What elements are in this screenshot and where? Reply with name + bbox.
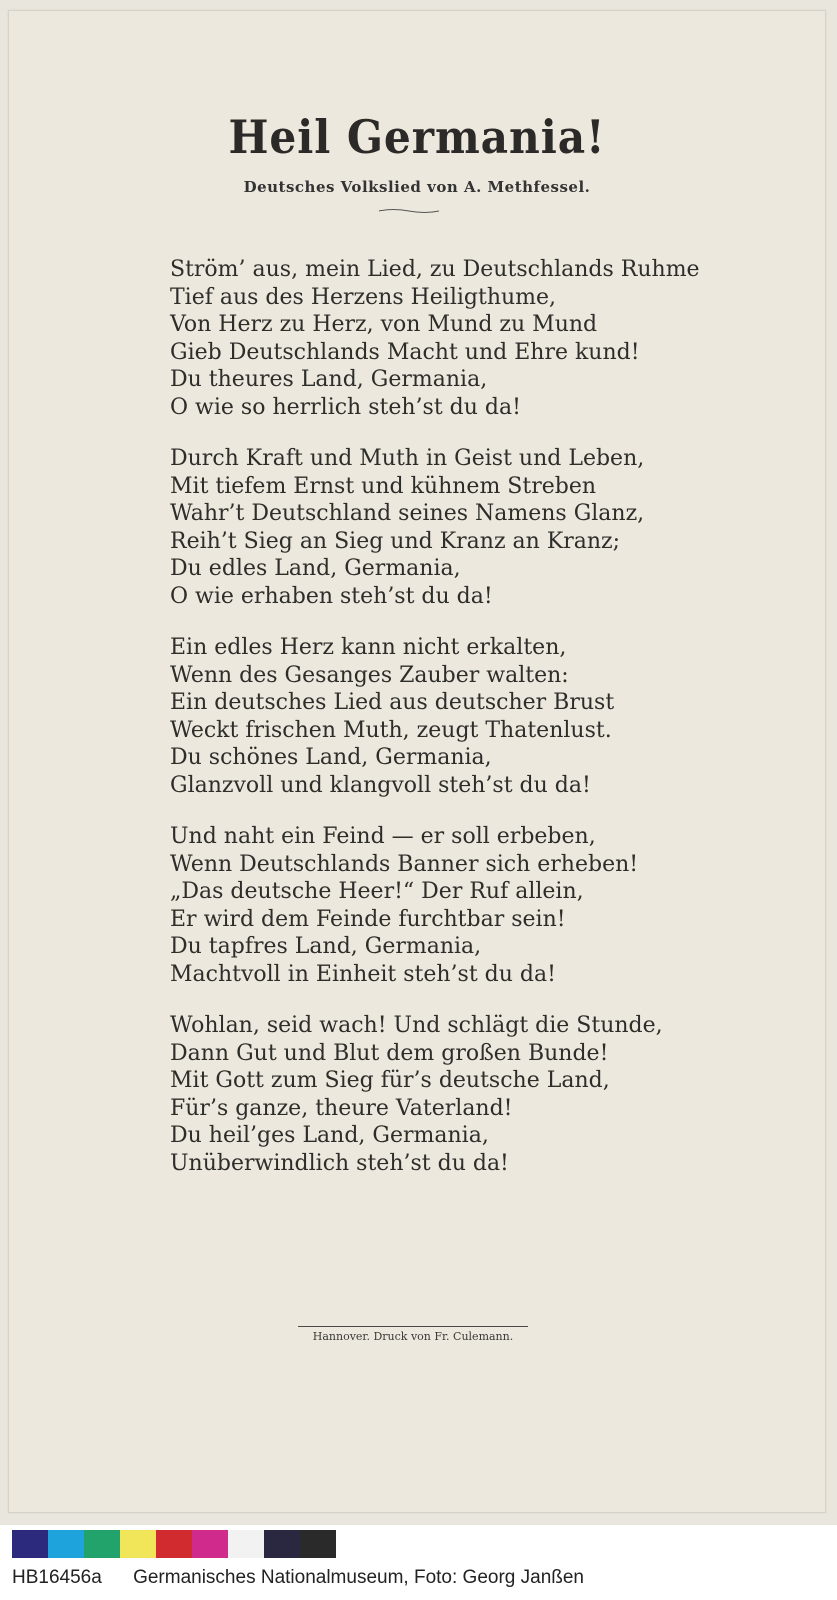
verse-line: Du schönes Land, Germania, xyxy=(170,745,492,770)
verse-line: Mit tiefem Ernst und kühnem Streben xyxy=(170,473,597,499)
inventory-number: HB16456a xyxy=(12,1567,102,1588)
stanza xyxy=(170,256,770,421)
color-swatch xyxy=(12,1530,48,1558)
verse-line: Er wird dem Feinde furchtbar sein! xyxy=(170,906,566,932)
color-swatch xyxy=(264,1530,300,1558)
color-swatch xyxy=(228,1530,264,1558)
verse-line: Und naht ein Feind — er soll erbeben, xyxy=(170,824,596,849)
printer-imprint: Hannover. Druck von Fr. Culemann. xyxy=(312,1330,514,1343)
color-swatch xyxy=(156,1530,192,1558)
verse-line: Von Herz zu Herz, von Mund zu Mund xyxy=(170,312,598,337)
color-swatch xyxy=(300,1530,336,1558)
verse-line: O wie so herrlich steh’st du da! xyxy=(170,394,521,420)
verse-line: Wenn Deutschlands Banner sich erheben! xyxy=(170,851,639,877)
verse-line: O wie erhaben steh’st du da! xyxy=(170,583,493,609)
poem-title: Heil Germania! xyxy=(228,110,606,164)
photo-caption xyxy=(12,1567,584,1589)
verse-line: Wahr’t Deutschland seines Namens Glanz, xyxy=(170,501,645,526)
verse-line: Du edles Land, Germania, xyxy=(170,556,461,581)
ornament-divider-icon xyxy=(378,208,440,214)
verse-line: Reih’t Sieg an Sieg und Kranz an Kranz; xyxy=(170,528,621,554)
broadsheet-paper xyxy=(8,10,826,1513)
verse-line: Ein edles Herz kann nicht erkalten, xyxy=(170,635,567,660)
stanza xyxy=(170,445,770,610)
verse-line: Du heil’ges Land, Germania, xyxy=(170,1123,489,1148)
verse-line: Du tapfres Land, Germania, xyxy=(170,934,482,959)
verse-line: Glanzvoll und klangvoll steh’st du da! xyxy=(170,772,591,798)
color-swatch xyxy=(48,1530,84,1558)
imprint-rule xyxy=(298,1326,528,1327)
photo-credit: Germanisches Nationalmuseum, Foto: Georg Janßen xyxy=(133,1567,585,1588)
poem-subtitle: Deutsches Volkslied von A. Methfessel. xyxy=(243,178,591,196)
verse-line: Mit Gott zum Sieg für’s deutsche Land, xyxy=(170,1068,610,1093)
verse-line: Du theures Land, Germania, xyxy=(170,367,488,392)
color-calibration-strip xyxy=(12,1530,336,1558)
color-swatch xyxy=(192,1530,228,1558)
verse-line: Tief aus des Herzens Heiligthume, xyxy=(170,284,557,310)
poem-body xyxy=(170,256,770,1201)
verse-line: Gieb Deutschlands Macht und Ehre kund! xyxy=(170,339,640,365)
stanza xyxy=(170,823,770,988)
verse-line: Weckt frischen Muth, zeugt Thatenlust. xyxy=(170,717,612,743)
verse-line: Wenn des Gesanges Zauber walten: xyxy=(170,662,569,688)
verse-line: Wohlan, seid wach! Und schlägt die Stunde, xyxy=(170,1013,663,1038)
verse-line: Machtvoll in Einheit steh’st du da! xyxy=(170,961,556,987)
verse-line: Ein deutsches Lied aus deutscher Brust xyxy=(170,690,615,715)
color-swatch xyxy=(120,1530,156,1558)
verse-line: Durch Kraft und Muth in Geist und Leben, xyxy=(170,446,645,471)
verse-line: „Das deutsche Heer!“ Der Ruf allein, xyxy=(170,879,584,904)
verse-line: Unüberwindlich steh’st du da! xyxy=(170,1150,509,1176)
verse-line: Für’s ganze, theure Vaterland! xyxy=(170,1095,513,1121)
verse-line: Dann Gut und Blut dem großen Bunde! xyxy=(170,1040,609,1066)
verse-line: Ström’ aus, mein Lied, zu Deutschlands Ruhme xyxy=(170,257,700,282)
stanza xyxy=(170,1012,770,1177)
color-swatch xyxy=(84,1530,120,1558)
stanza xyxy=(170,634,770,799)
